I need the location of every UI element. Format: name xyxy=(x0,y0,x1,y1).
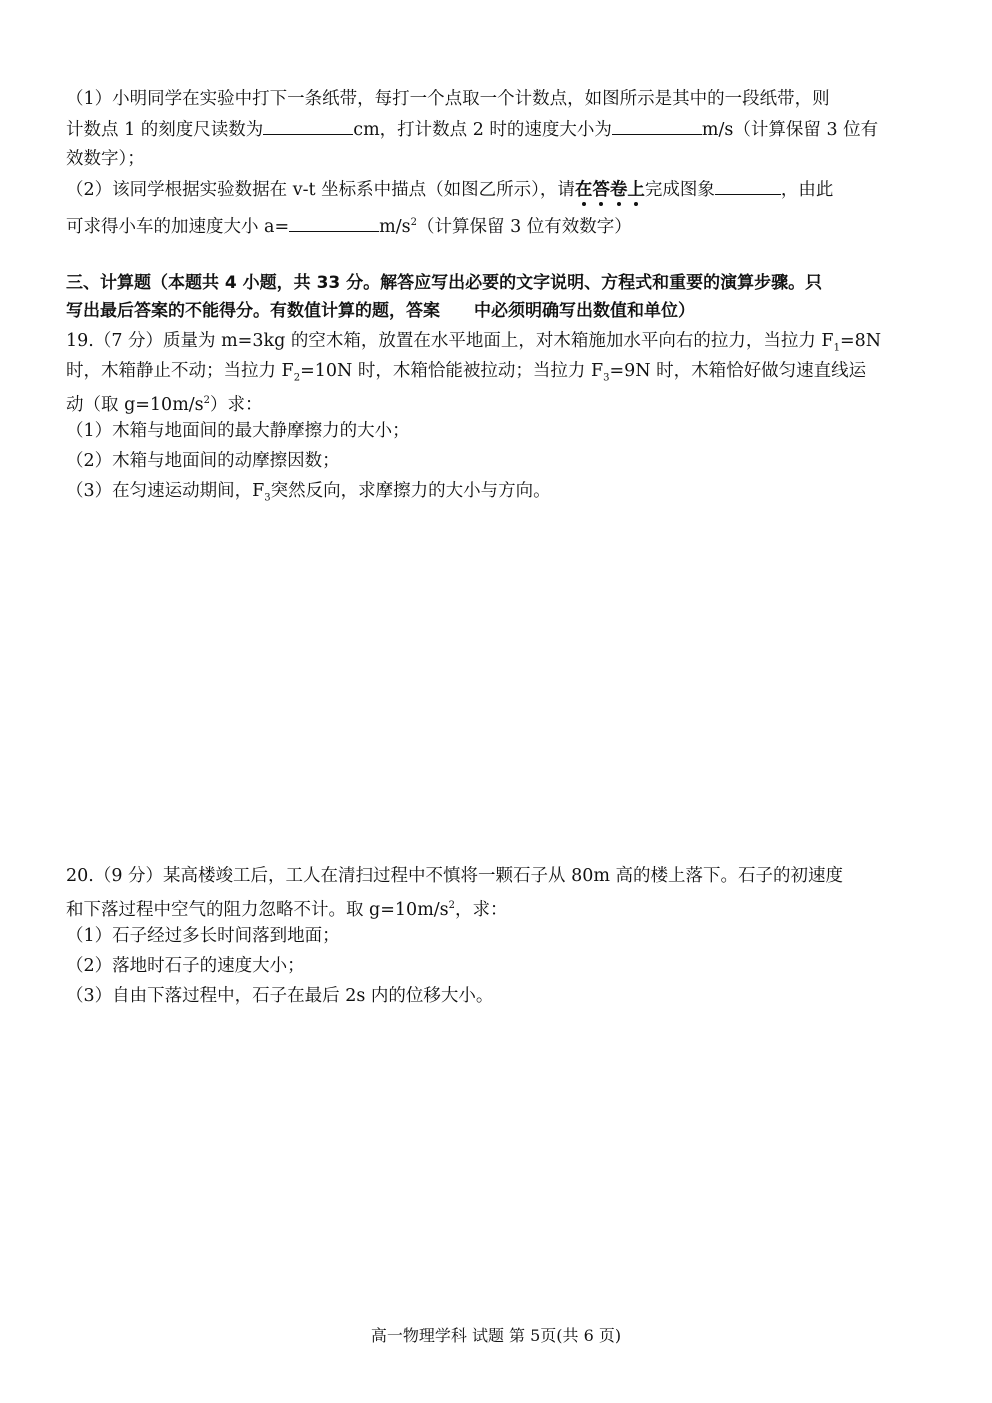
q19-line3 xyxy=(66,388,263,418)
q19-sub1 xyxy=(66,418,410,444)
q20-text2a: 和下落过程中空气的阻力忽略不计。取 g=10m/s xyxy=(66,899,449,920)
emphasis-char xyxy=(592,180,610,200)
subscript: 3 xyxy=(264,492,271,504)
q19-sub2 xyxy=(66,448,340,474)
q20-line1 xyxy=(66,863,843,889)
emphasis-dot xyxy=(599,202,603,206)
q19-text1a: 19.（7 分）质量为 m=3kg 的空木箱，放置在水平地面上，对木箱施加水平向右的拉力，当拉力 F xyxy=(66,331,834,351)
q18-part1-line3 xyxy=(66,146,145,172)
q19-text2b: =10N 时，木箱恰能被拉动；当拉力 F xyxy=(300,361,604,381)
q19-sub3-text-b: 突然反向，求摩擦力的大小与方向。 xyxy=(270,481,551,501)
q18-part2-text2b: m/s xyxy=(379,216,411,237)
subscript: 1 xyxy=(833,342,840,354)
q18-part2-line2 xyxy=(66,210,632,240)
q19-sub3 xyxy=(66,478,551,512)
q18-part1-line2 xyxy=(66,116,878,143)
q20-sub3-text: （3）自由下落过程中，石子在最后 2s 内的位移大小。 xyxy=(66,986,494,1006)
q18-part1-text2a: 计数点 1 的刻度尺读数为 xyxy=(66,120,264,140)
q20-sub2-text: （2）落地时石子的速度大小； xyxy=(66,956,305,976)
q20-sub1 xyxy=(66,923,340,949)
q18-part1-text3: 效数字）； xyxy=(66,149,145,169)
q18-part2-text1b: 完成图象 xyxy=(644,180,715,200)
q19-sub2-text: （2）木箱与地面间的动摩擦因数； xyxy=(66,451,340,471)
q19-text1b: =8N xyxy=(839,331,882,351)
q19-text3a: 动（取 g=10m/s xyxy=(66,394,204,415)
q20-sub3 xyxy=(66,983,493,1009)
answer-blank-velocity xyxy=(612,116,702,135)
q20-sub2 xyxy=(66,953,305,979)
q18-part2-text1a: （2）该同学根据实验数据在 v-t 坐标系中描点（如图乙所示），请 xyxy=(66,180,575,200)
answer-blank-graph xyxy=(715,176,781,195)
emphasis-char xyxy=(610,180,628,200)
emphasis-char xyxy=(627,180,645,200)
answer-blank-reading xyxy=(263,116,353,135)
q19-text2a: 时，木箱静止不动；当拉力 F xyxy=(66,361,294,381)
q18-part2-text2c: （计算保留 3 位有效数字） xyxy=(417,216,632,237)
section3-heading-text1: 三、计算题（本题共 4 小题，共 33 分。解答应写出必要的文字说明、方程式和重要的演算步骤。只 xyxy=(66,273,823,293)
q20-text2b: ，求： xyxy=(455,899,508,920)
emphasis-dot xyxy=(617,202,621,206)
q18-part1-text2b: cm，打计数点 2 时的速度大小为 xyxy=(353,120,612,140)
q19-sub1-text: （1）木箱与地面间的最大静摩擦力的大小； xyxy=(66,421,410,441)
q18-part2-text1c: ，由此 xyxy=(780,180,834,200)
q19-sub3-text-a: （3）在匀速运动期间，F xyxy=(66,481,265,501)
superscript: 2 xyxy=(410,217,418,228)
q18-part1-line1 xyxy=(66,86,830,112)
q19-text3b: ）求： xyxy=(210,394,263,415)
subscript: 2 xyxy=(293,372,301,384)
section3-heading-line1 xyxy=(66,270,822,296)
q18-part2-text2a: 可求得小车的加速度大小 a= xyxy=(66,216,290,237)
answer-blank-acceleration xyxy=(289,213,379,232)
superscript: 2 xyxy=(203,395,211,406)
superscript: 2 xyxy=(448,900,456,911)
emphasis-char xyxy=(575,180,593,200)
page-footer: 高一物理学科 试题 第 5页(共 6 页) xyxy=(370,1326,622,1345)
emphasis-dot xyxy=(634,202,638,206)
q19-line2 xyxy=(66,358,866,392)
q18-part1-text2c: m/s（计算保留 3 位有 xyxy=(701,120,879,140)
emphasis-char-text: 卷 xyxy=(609,180,628,200)
q20-text1: 20.（9 分）某高楼竣工后，工人在清扫过程中不慎将一颗石子从 80m 高的楼上落下。石子的初速度 xyxy=(66,866,844,886)
q19-line1 xyxy=(66,328,881,362)
section3-heading-line2 xyxy=(66,298,695,324)
q19-text2c: =9N 时，木箱恰好做匀速直线运 xyxy=(609,361,867,381)
q18-part2-line1 xyxy=(66,176,833,203)
q20-sub1-text: （1）石子经过多长时间落到地面； xyxy=(66,926,340,946)
q20-line2 xyxy=(66,893,508,923)
q18-part1-text1: （1）小明同学在实验中打下一条纸带，每打一个点取一个计数点，如图所示是其中的一段纸带，则 xyxy=(66,89,830,109)
emphasis-char-text: 答 xyxy=(592,180,610,200)
section3-heading-text2: 写出最后答案的不能得分。有数值计算的题，答案 中必须明确写出数值和单位） xyxy=(66,301,695,321)
emphasis-char-text: 在 xyxy=(574,180,593,200)
emphasis-char-text: 上 xyxy=(627,180,645,200)
emphasis-dot xyxy=(582,202,586,206)
subscript: 3 xyxy=(603,372,610,384)
